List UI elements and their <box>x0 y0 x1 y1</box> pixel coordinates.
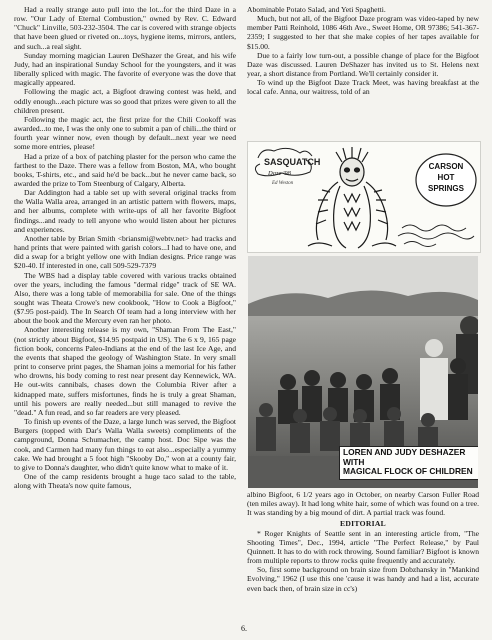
page-number: 6. <box>241 624 247 633</box>
paragraph: So, first some background on brain size from Dobzhansky in "Mankind Evolving," 1962 (I use this one 'cause it was handy and had a list, accurate even back then, of brain size in cc's) <box>247 565 479 593</box>
paragraph: Sunday morning magician Lauren DeShazer the Great, and his wife Judy, had an inspirational Sunday School for the youngsters, and it was liberally spliced with magic. The favorite of everyone was the dove that magically appeared. <box>14 50 236 88</box>
sign-line-2: HOT <box>437 173 455 182</box>
bigfoot-cartoon <box>247 141 481 253</box>
paragraph: To finish up events of the Daze, a large lunch was served, the Bigfoot Burgers (topped with Dar's Walla Walla sweets) compliments of the campground, Donna Schumacher, the camp host. Doc Sipe was the cook, and Carmen had many fun things to eat also...especially a yummy cake. We had brought a 5 foot high "Skooby Do," won at a county fair, to give to Donna's daughter, who didn't quite know what to make of it. <box>14 417 236 472</box>
paragraph: The WBS had a display table covered with various tracks obtained over the years, including the famous "dermal ridge" track of SE WA. Also, there was a long table of memorabilia for sale. One of the things sought was Theata Crowe's new cookbook, "How to Cook a Bigfoot," ($7.95 post-paid). The In Search Of team had a long interview with her about the book and the Mercury even ran her photo. <box>14 270 236 326</box>
bigfoot-figure-icon <box>308 147 396 248</box>
right-column-top <box>247 5 479 97</box>
paragraph: Abominable Potato Salad, and Yeti Spaghetti. <box>247 5 386 14</box>
sign-line-3: SPRINGS <box>427 184 465 193</box>
left-column <box>14 5 236 490</box>
paragraph: Dar Addington had a table set up with several original tracks from the Walla Walla area, arranged in an artistic pattern with flowers, maps, and her albums, complete with write-ups of all her favorite Bigfoot findings...and ready to tell anyone who would listen about her pictures and experiences. <box>14 188 236 234</box>
cartoon-drawing <box>248 142 480 252</box>
paragraph: To wind up the Bigfoot Daze Track Meet, was having breakfast at the local cafe. Anna, our waitress, told of an <box>247 78 479 97</box>
paragraph: Another interesting release is my own, "Shaman From The East," (not strictly about Bigfoot, $14.95 postpaid in US). The 6 x 9, 165 page fiction book, concerns Paleo-Indians at the end of the last Ice Age, and the events that shaped the geology of Washington State. In very small print to conserve print pages, the Shaman joins a memorial for his father who drowns, his body coming to rest near present day Kennewick, WA. He out-wits cannibals, chases down the Columbia River after a kidnapped mate, suffers misfortunes, finds he is truly a great Shaman, until his powers are really needed...but still managed to revive the "dead." A fun read, and so far readers are very pleased. <box>14 325 236 417</box>
paragraph: Due to a fairly low turn-out, a possible change of place for the Bigfoot Daze was discussed. Lauren DeShazer has invited us to St. Helens next year, a short distance from Portland. We'll certainly consider it. <box>247 50 479 79</box>
right-column-bottom <box>247 490 479 593</box>
photo-caption <box>339 446 478 480</box>
cartoon-title: SASQUATCH <box>264 157 321 167</box>
paragraph: Another table by Brian Smith <briansmi@webtv.net> had tracks and hand prints that were painted with garish colors...I had to have one, and did a swap for a bright yellow one with Indian designs. Price range was $20-40. If interested in one, call 509-529-7379 <box>14 233 236 271</box>
paragraph: Had a really strange auto pull into the lot...for the third Daze in a row. "Our Lady of Eternal Combustion," owned by Rev. C. Edward "Chuck" Linville, 503-232-3504. The car is covered with strange objects that have been glued or riveted on...toys, hygiene items, mirrors, antlers, and such...a real sight. <box>14 5 236 51</box>
paragraph: One of the camp residents brought a huge taco salad to the table, along with Theata's now quite famous, <box>14 471 236 491</box>
paragraph: Following the magic act, a Bigfoot drawing contest was held, and oddly enough...each picture was so good that prizes were given to all the children present. <box>14 87 236 115</box>
paragraph: albino Bigfoot, 6 1/2 years ago in October, on nearby Carson Fuller Road (ten miles away). It had long white hair, some of which was found on a tree. It was standing by a big mound of dirt. A partial track was found. <box>247 490 479 518</box>
sign-line-1: CARSON <box>428 162 464 171</box>
wave-lines <box>398 225 474 247</box>
paragraph: Much, but not all, of the Bigfoot Daze program was video-taped by new member Patti Reinhold, 1086 46th Ave., Sweet Home, OR 97386; 541-367-2359; I suggested to her that she make copies of her tapes available for $15.00. <box>247 14 479 51</box>
cartoon-subtitle: Daze '98 <box>268 170 291 177</box>
caption-line: LOREN AND JUDY DESHAZER WITH <box>343 447 466 467</box>
caption-line: MAGICAL FLOCK OF CHILDREN <box>343 466 473 477</box>
paragraph: * Roger Knights of Seattle sent in an interesting article from, "The Shooting Times", Dec., 1994, article "The Perfect Release," by Paul Quinnett. It has to do with rock throwing. Sound familiar? Bigfoot is known from multiple reports to throw rocks quite frequently and accurately. <box>247 528 479 566</box>
cartoon-signature: Ed Weston <box>272 181 294 186</box>
group-photo <box>248 256 478 488</box>
editorial-heading: EDITORIAL <box>339 519 387 529</box>
paragraph: Following the magic act, the first prize for the Chili Cookoff was awarded...to me, I was the only one to submit a pan of chili...the third or fourth year winner now, even though by default...next year we need some more entries, please! <box>14 114 236 152</box>
paragraph: Had a prize of a box of patching plaster for the person who came the farthest to the Daze. There was a fellow from Boston, MA, who bought books, T-shirts, etc., and said he'd be back...but he never came back, so awarded the prize to Tom Steenburg of Calgary, Alberta. <box>14 151 236 188</box>
hot-springs-sign <box>416 154 476 206</box>
